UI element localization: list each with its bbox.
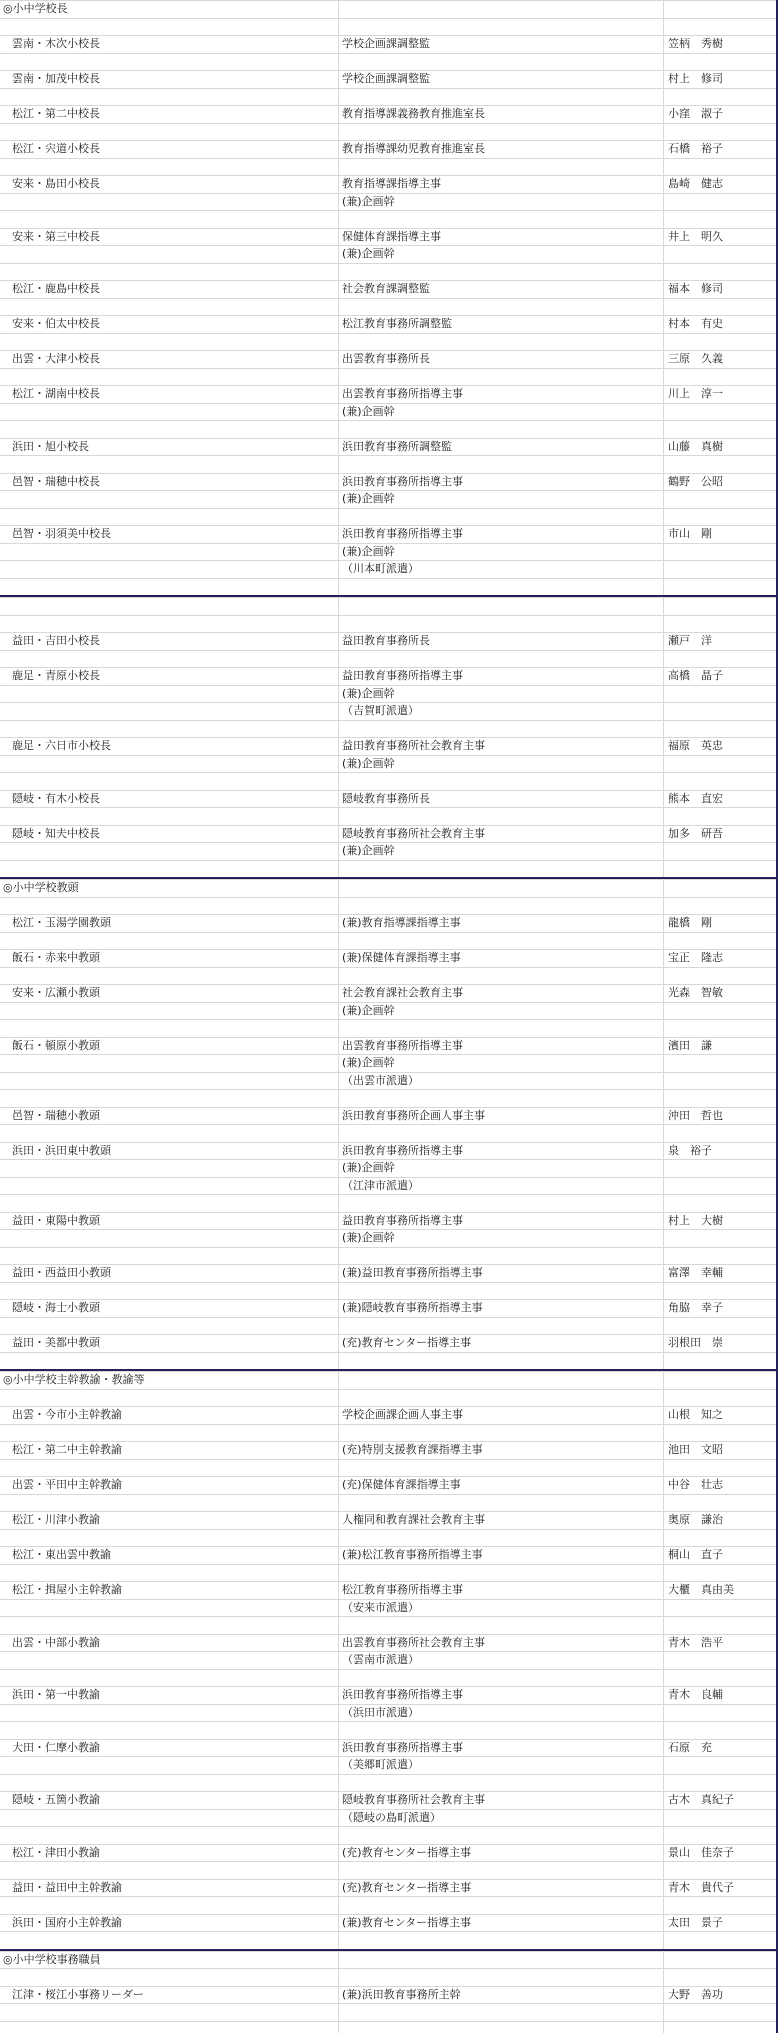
name-cell[interactable]: 光森 智敏 bbox=[668, 986, 723, 999]
school-cell[interactable]: 益田・東陽中教頭 bbox=[12, 1213, 100, 1227]
post-cell[interactable]: 益田教育事務所長 bbox=[342, 634, 430, 647]
post-cell[interactable]: 社会教育課社会教育主事 bbox=[342, 986, 463, 999]
section-header[interactable]: ◎小中学校長 bbox=[3, 2, 68, 15]
name-cell[interactable]: 村上 大樹 bbox=[668, 1213, 723, 1227]
post-cell[interactable]: （川本町派遣） bbox=[342, 562, 419, 575]
school-cell[interactable]: 松江・湖南中校長 bbox=[12, 387, 100, 400]
grid-line bbox=[0, 597, 778, 598]
school-cell[interactable]: 浜田・旭小校長 bbox=[12, 439, 89, 453]
section-header[interactable]: ◎小中学校主幹教諭・教諭等 bbox=[3, 1373, 145, 1386]
post-cell[interactable]: 出雲教育事務所指導主事 bbox=[342, 1038, 463, 1052]
school-cell[interactable]: 隠岐・五箇小教諭 bbox=[12, 1793, 100, 1806]
grid-line bbox=[0, 1826, 778, 1827]
school-cell[interactable]: 松江・津田小教諭 bbox=[12, 1845, 100, 1859]
grid-line bbox=[0, 1019, 778, 1020]
post-cell[interactable]: (兼)企画幹 bbox=[342, 844, 395, 857]
school-cell[interactable]: 益田・西益田小教頭 bbox=[12, 1266, 111, 1279]
post-cell[interactable]: (兼)企画幹 bbox=[342, 1231, 395, 1244]
grid-line bbox=[0, 2003, 778, 2004]
name-cell[interactable]: 龍橋 剛 bbox=[668, 916, 712, 929]
section-header[interactable]: ◎小中学校事務職員 bbox=[3, 1952, 101, 1966]
name-cell[interactable]: 景山 佳奈子 bbox=[668, 1845, 734, 1859]
school-cell[interactable]: 安来・島田小校長 bbox=[12, 177, 100, 190]
name-cell[interactable]: 小窪 淑子 bbox=[668, 107, 723, 120]
school-cell[interactable]: 隠岐・知夫中校長 bbox=[12, 826, 100, 840]
name-cell[interactable]: 奥原 謙治 bbox=[668, 1513, 723, 1526]
grid-line bbox=[0, 1459, 778, 1460]
post-cell[interactable]: 浜田教育事務所指導主事 bbox=[342, 1740, 463, 1754]
school-cell[interactable]: 鹿足・六日市小校長 bbox=[12, 739, 111, 752]
grid-line bbox=[0, 333, 778, 334]
school-cell[interactable]: 安来・広瀬小教頭 bbox=[12, 986, 100, 999]
grid-line bbox=[0, 263, 778, 264]
school-cell[interactable]: 浜田・第一中教諭 bbox=[12, 1688, 100, 1701]
post-cell[interactable]: 浜田教育事務所指導主事 bbox=[342, 474, 463, 488]
post-cell[interactable]: (兼)益田教育事務所指導主事 bbox=[342, 1266, 483, 1279]
post-cell[interactable]: 学校企画課企画人事主事 bbox=[342, 1408, 463, 1421]
grid-line bbox=[0, 2021, 778, 2022]
post-cell[interactable]: （隠岐の島町派遣） bbox=[342, 1810, 441, 1824]
grid-line bbox=[0, 1089, 778, 1090]
post-cell[interactable]: 松江教育事務所指導主事 bbox=[342, 1583, 463, 1596]
grid-line bbox=[0, 1968, 778, 1969]
name-cell[interactable]: 福原 英忠 bbox=[668, 739, 723, 752]
name-cell[interactable]: 山藤 真樹 bbox=[668, 439, 723, 453]
name-cell[interactable]: 高橋 晶子 bbox=[668, 669, 723, 682]
post-cell[interactable]: （美郷町派遣） bbox=[342, 1758, 419, 1771]
grid-line bbox=[0, 1861, 778, 1862]
column-divider bbox=[338, 0, 339, 2033]
grid-line bbox=[0, 1931, 778, 1932]
grid-line bbox=[0, 897, 778, 898]
name-cell[interactable]: 太田 景子 bbox=[668, 1915, 723, 1929]
school-cell[interactable]: 邑智・瑞穂中校長 bbox=[12, 474, 100, 488]
grid-line bbox=[0, 53, 778, 54]
school-cell[interactable]: 大田・仁摩小教諭 bbox=[12, 1740, 100, 1754]
grid-line bbox=[0, 1282, 778, 1283]
school-cell[interactable]: 益田・美都中教頭 bbox=[12, 1336, 100, 1349]
school-cell[interactable]: 安来・第三中校長 bbox=[12, 229, 100, 243]
post-cell[interactable]: (兼)企画幹 bbox=[342, 404, 395, 418]
post-cell[interactable]: (兼)保健体育課指導主事 bbox=[342, 951, 461, 964]
post-cell[interactable]: (充)教育センター指導主事 bbox=[342, 1845, 472, 1859]
grid-line bbox=[0, 860, 778, 861]
grid-line bbox=[0, 879, 778, 880]
post-cell[interactable]: （雲南市派遣） bbox=[342, 1653, 419, 1666]
grid-line bbox=[0, 720, 778, 721]
grid-line bbox=[0, 368, 778, 369]
section-header[interactable]: ◎小中学校教頭 bbox=[3, 881, 79, 894]
name-cell[interactable]: 羽根田 崇 bbox=[668, 1336, 723, 1349]
grid-line bbox=[0, 578, 778, 579]
post-cell[interactable]: 出雲教育事務所社会教育主事 bbox=[342, 1635, 485, 1649]
grid-line bbox=[0, 1721, 778, 1722]
post-cell[interactable]: (兼)教育センター指導主事 bbox=[342, 1915, 472, 1929]
school-cell[interactable]: 隠岐・有木小校長 bbox=[12, 791, 100, 805]
name-cell[interactable]: 青木 貴代子 bbox=[668, 1880, 734, 1894]
post-cell[interactable]: (兼)企画幹 bbox=[342, 247, 395, 260]
school-cell[interactable]: 雲南・加茂中校長 bbox=[12, 72, 100, 85]
name-cell[interactable]: 福本 修司 bbox=[668, 282, 723, 295]
school-cell[interactable]: 松江・東出雲中教諭 bbox=[12, 1548, 111, 1561]
name-cell[interactable]: 古木 真紀子 bbox=[668, 1793, 734, 1806]
post-cell[interactable]: （浜田市派遣） bbox=[342, 1705, 419, 1719]
school-cell[interactable]: 江津・桜江小事務リーダー bbox=[12, 1987, 144, 2001]
post-cell[interactable]: 教育指導課幼児教育推進室長 bbox=[342, 142, 485, 155]
post-cell[interactable]: (兼)企画幹 bbox=[342, 1056, 395, 1069]
post-cell[interactable]: (兼)企画幹 bbox=[342, 194, 395, 208]
post-cell[interactable]: 教育指導課指導主事 bbox=[342, 177, 441, 190]
school-cell[interactable]: 隠岐・海士小教頭 bbox=[12, 1301, 100, 1314]
grid-line bbox=[0, 967, 778, 968]
grid-line bbox=[0, 650, 778, 651]
grid-line bbox=[0, 772, 778, 773]
post-cell[interactable]: (兼)企画幹 bbox=[342, 1003, 395, 1017]
name-cell[interactable]: 石橋 裕子 bbox=[668, 142, 723, 155]
name-cell[interactable]: 青木 浩平 bbox=[668, 1635, 723, 1649]
school-cell[interactable]: 安来・伯太中校長 bbox=[12, 317, 100, 330]
grid-line bbox=[0, 1564, 778, 1565]
name-cell[interactable]: 角脇 幸子 bbox=[668, 1301, 723, 1314]
post-cell[interactable]: 浜田教育事務所調整監 bbox=[342, 439, 452, 453]
school-cell[interactable]: 松江・第二中校長 bbox=[12, 107, 100, 120]
post-cell[interactable]: (兼)企画幹 bbox=[342, 1161, 395, 1174]
school-cell[interactable]: 出雲・中部小教諭 bbox=[12, 1635, 100, 1649]
name-cell[interactable]: 濱田 謙 bbox=[668, 1038, 712, 1052]
school-cell[interactable]: 松江・揖屋小主幹教諭 bbox=[12, 1583, 122, 1596]
post-cell[interactable]: （吉賀町派遣） bbox=[342, 704, 419, 717]
name-cell[interactable]: 桐山 直子 bbox=[668, 1548, 723, 1561]
post-cell[interactable]: (兼)教育指導課指導主事 bbox=[342, 916, 461, 929]
name-cell[interactable]: 村本 有史 bbox=[668, 317, 723, 330]
grid-line bbox=[0, 1247, 778, 1248]
post-cell[interactable]: 出雲教育事務所長 bbox=[342, 352, 430, 365]
school-cell[interactable]: 浜田・国府小主幹教諭 bbox=[12, 1915, 122, 1929]
post-cell[interactable]: 出雲教育事務所指導主事 bbox=[342, 387, 463, 400]
post-cell[interactable]: （安来市派遣） bbox=[342, 1600, 419, 1614]
name-cell[interactable]: 井上 明久 bbox=[668, 229, 723, 243]
grid-line bbox=[0, 455, 778, 456]
grid-line bbox=[0, 1951, 778, 1952]
post-cell[interactable]: （江津市派遣） bbox=[342, 1178, 419, 1192]
school-cell[interactable]: 飯石・赤来中教頭 bbox=[12, 951, 100, 964]
column-divider bbox=[663, 0, 664, 2033]
post-cell[interactable]: 浜田教育事務所企画人事主事 bbox=[342, 1108, 485, 1122]
grid-line bbox=[0, 1389, 778, 1390]
grid-line bbox=[0, 1194, 778, 1195]
post-cell[interactable]: 松江教育事務所調整監 bbox=[342, 317, 452, 330]
school-cell[interactable]: 松江・玉湯学園教頭 bbox=[12, 916, 111, 929]
grid-line bbox=[0, 1317, 778, 1318]
school-cell[interactable]: 浜田・浜田東中教頭 bbox=[12, 1143, 111, 1157]
post-cell[interactable]: (兼)企画幹 bbox=[342, 544, 395, 558]
name-cell[interactable]: 宝正 隆志 bbox=[668, 951, 723, 964]
grid-line bbox=[0, 1494, 778, 1495]
school-cell[interactable]: 邑智・瑞穂小教頭 bbox=[12, 1108, 100, 1122]
post-cell[interactable]: (兼)企画幹 bbox=[342, 686, 395, 700]
post-cell[interactable]: 浜田教育事務所指導主事 bbox=[342, 1688, 463, 1701]
school-cell[interactable]: 飯石・頓原小教頭 bbox=[12, 1038, 100, 1052]
name-cell[interactable]: 村上 修司 bbox=[668, 72, 723, 85]
grid-line bbox=[0, 615, 778, 616]
post-cell[interactable]: (兼)企画幹 bbox=[342, 492, 395, 505]
school-cell[interactable]: 益田・益田中主幹教諭 bbox=[12, 1880, 122, 1894]
name-cell[interactable]: 川上 淳一 bbox=[668, 387, 723, 400]
post-cell[interactable]: （出雲市派遣） bbox=[342, 1073, 419, 1087]
grid-line bbox=[0, 1529, 778, 1530]
name-cell[interactable]: 島崎 健志 bbox=[668, 177, 723, 190]
grid-line bbox=[0, 0, 778, 1]
post-cell[interactable]: 浜田教育事務所指導主事 bbox=[342, 1143, 463, 1157]
post-cell[interactable]: (充)保健体育課指導主事 bbox=[342, 1478, 461, 1491]
post-cell[interactable]: 隠岐教育事務所社会教育主事 bbox=[342, 1793, 485, 1806]
post-cell[interactable]: 人権同和教育課社会教育主事 bbox=[342, 1513, 485, 1526]
school-cell[interactable]: 雲南・木次小校長 bbox=[12, 37, 100, 50]
name-cell[interactable]: 市山 剛 bbox=[668, 527, 712, 540]
school-cell[interactable]: 松江・第二中主幹教諭 bbox=[12, 1443, 122, 1456]
school-cell[interactable]: 出雲・今市小主幹教諭 bbox=[12, 1408, 122, 1421]
grid-line bbox=[0, 158, 778, 159]
grid-line bbox=[0, 1669, 778, 1670]
name-cell[interactable]: 熊本 直宏 bbox=[668, 791, 723, 805]
grid-line bbox=[0, 807, 778, 808]
post-cell[interactable]: (兼)松江教育事務所指導主事 bbox=[342, 1548, 483, 1561]
name-cell[interactable]: 青木 良輔 bbox=[668, 1688, 723, 1701]
school-cell[interactable]: 邑智・羽須美中校長 bbox=[12, 527, 111, 540]
school-cell[interactable]: 出雲・平田中主幹教諭 bbox=[12, 1478, 122, 1491]
school-cell[interactable]: 出雲・大津小校長 bbox=[12, 352, 100, 365]
grid-line bbox=[0, 932, 778, 933]
grid-line bbox=[0, 1352, 778, 1353]
name-cell[interactable]: 沖田 哲也 bbox=[668, 1108, 723, 1122]
name-cell[interactable]: 池田 文昭 bbox=[668, 1443, 723, 1456]
name-cell[interactable]: 山根 知之 bbox=[668, 1408, 723, 1421]
grid-line bbox=[0, 420, 778, 421]
grid-line bbox=[0, 210, 778, 211]
grid-line bbox=[0, 1774, 778, 1775]
grid-line bbox=[0, 1124, 778, 1125]
post-cell[interactable]: 益田教育事務所社会教育主事 bbox=[342, 739, 485, 752]
grid-line bbox=[0, 1896, 778, 1897]
post-cell[interactable]: 隠岐教育事務所社会教育主事 bbox=[342, 826, 485, 840]
name-cell[interactable]: 大櫃 真由美 bbox=[668, 1583, 734, 1596]
name-cell[interactable]: 石原 充 bbox=[668, 1740, 712, 1754]
school-cell[interactable]: 松江・宍道小校長 bbox=[12, 142, 100, 155]
post-cell[interactable]: (充)教育センター指導主事 bbox=[342, 1880, 472, 1894]
name-cell[interactable]: 加多 研吾 bbox=[668, 826, 723, 840]
post-cell[interactable]: (兼)浜田教育事務所主幹 bbox=[342, 1987, 461, 2001]
grid-line bbox=[0, 508, 778, 509]
post-cell[interactable]: 社会教育課調整監 bbox=[342, 282, 430, 295]
name-cell[interactable]: 富澤 幸輔 bbox=[668, 1266, 723, 1279]
post-cell[interactable]: (充)特別支援教育課指導主事 bbox=[342, 1443, 483, 1456]
post-cell[interactable]: 益田教育事務所指導主事 bbox=[342, 1213, 463, 1227]
grid-line bbox=[0, 18, 778, 19]
post-cell[interactable]: (兼)隠岐教育事務所指導主事 bbox=[342, 1301, 483, 1314]
grid-line bbox=[0, 1424, 778, 1425]
post-cell[interactable]: 保健体育課指導主事 bbox=[342, 229, 441, 243]
grid-line bbox=[0, 1616, 778, 1617]
post-cell[interactable]: 隠岐教育事務所長 bbox=[342, 791, 430, 805]
post-cell[interactable]: 学校企画課調整監 bbox=[342, 72, 430, 85]
school-cell[interactable]: 松江・鹿島中校長 bbox=[12, 282, 100, 295]
post-cell[interactable]: 教育指導課義務教育推進室長 bbox=[342, 107, 485, 120]
name-cell[interactable]: 笠柄 秀樹 bbox=[668, 37, 723, 50]
post-cell[interactable]: 学校企画課調整監 bbox=[342, 37, 430, 50]
name-cell[interactable]: 大野 善功 bbox=[668, 1987, 723, 2001]
post-cell[interactable]: 益田教育事務所指導主事 bbox=[342, 669, 463, 682]
name-cell[interactable]: 瀬戸 洋 bbox=[668, 634, 712, 647]
grid-line bbox=[0, 123, 778, 124]
name-cell[interactable]: 泉 裕子 bbox=[668, 1143, 712, 1157]
name-cell[interactable]: 中谷 壮志 bbox=[668, 1478, 723, 1491]
post-cell[interactable]: (兼)企画幹 bbox=[342, 756, 395, 770]
grid-line bbox=[0, 298, 778, 299]
post-cell[interactable]: (充)教育センター指導主事 bbox=[342, 1336, 472, 1349]
grid-line bbox=[0, 88, 778, 89]
post-cell[interactable]: 浜田教育事務所指導主事 bbox=[342, 527, 463, 540]
school-cell[interactable]: 鹿足・青原小校長 bbox=[12, 669, 100, 682]
school-cell[interactable]: 松江・川津小教諭 bbox=[12, 1513, 100, 1526]
school-cell[interactable]: 益田・吉田小校長 bbox=[12, 634, 100, 647]
name-cell[interactable]: 三原 久義 bbox=[668, 352, 723, 365]
name-cell[interactable]: 鶴野 公昭 bbox=[668, 474, 723, 488]
